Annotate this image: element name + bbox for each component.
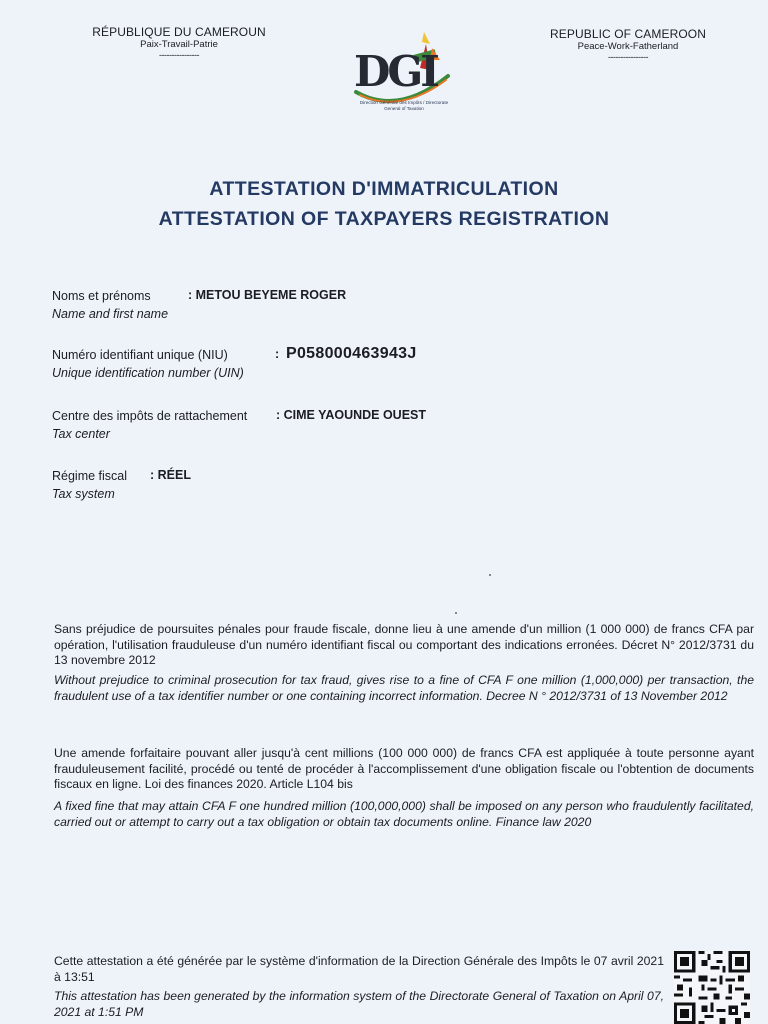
field-value-tax-system: : RÉEL (150, 468, 191, 482)
separator-dashes: ---------------- (159, 50, 199, 60)
legal-paragraph-1-en: Without prejudice to criminal prosecution for tax fraud, gives rise to a fine of CFA F one million (1,000,000) per transaction, the fraudulent use of a tax identifier number or one containing incorrect information. Decree N ° 2012/3731 of 13 November 2012 (54, 673, 754, 703)
country-name-fr: RÉPUBLIQUE DU CAMEROUN (92, 25, 266, 39)
header-left (84, 25, 274, 59)
dgi-logo (350, 30, 454, 120)
field-label-fr: Régime fiscal (52, 469, 128, 483)
footer-statement-fr: Cette attestation a été générée par le système d'information de la Direction Générale des Impôts le 07 avril 2021 à 13:51 (54, 954, 664, 984)
field-value-tax-center: : CIME YAOUNDE OUEST (276, 408, 427, 422)
legal-paragraph-1-fr: Sans préjudice de poursuites pénales pour fraude fiscale, donne lieu à une amende d'un million (1 000 000) de francs CFA par opération, l'utilisation frauduleuse d'un numéro identifiant fiscal ou comportant des indications erronées. Décret N° 2012/3731 du 13 novembre 2012 (54, 622, 754, 667)
field-label-en: Name and first name (52, 307, 169, 321)
field-value-niu: P058000463943J (286, 345, 417, 362)
field-name (52, 288, 168, 322)
motto-en: Peace-Work-Fatherland (577, 41, 679, 52)
field-label-fr: Numéro identifiant unique (NIU) (52, 348, 228, 362)
legal-paragraph-2-fr: Une amende forfaitaire pouvant aller jusqu'à cent millions (100 000 000) de francs CFA est appliquée à toute personne ayant frauduleusement facilité, procédé ou tenté de procéder à l'accomplissement d'une obligation fiscale ou l'obtention de documents fiscaux en ligne. Loi des finances 2020. Article L104 bis (54, 746, 754, 791)
legal-paragraph-2-en: A fixed fine that may attain CFA F one hundred million (100,000,000) shall be imposed on any person who fraudulently facilitated, carried out or attempt to carry out a tax obligation or obtain tax documents online. Finance law 2020 (54, 799, 754, 829)
logo-text: DGI (354, 47, 437, 96)
separator-dashes: ---------------- (608, 52, 648, 62)
field-niu (52, 347, 244, 381)
field-tax-system (52, 468, 127, 502)
qr-code-icon (674, 951, 750, 1024)
field-label-fr: Centre des impôts de rattachement (52, 409, 248, 423)
field-value-name: : METOU BEYEME ROGER (188, 288, 347, 302)
scan-speck (489, 574, 491, 576)
motto-fr: Paix-Travail-Patrie (140, 39, 218, 50)
logo-subtitle: Direction Générale des Impôts / Directorate General of Taxation (359, 100, 449, 111)
footer-statement-en: This attestation has been generated by the information system of the Directorate General of Taxation on April 07, 2021 at 1:51 PM (54, 989, 664, 1019)
header-right (530, 27, 726, 61)
field-label-en: Tax center (52, 427, 110, 441)
scan-speck (455, 612, 457, 614)
field-label-en: Unique identification number (UIN) (52, 366, 244, 380)
country-name-en: REPUBLIC OF CAMEROON (549, 27, 707, 41)
field-colon: : (275, 347, 280, 361)
document-title-en: ATTESTATION OF TAXPAYERS REGISTRATION (158, 208, 610, 230)
field-tax-center (52, 408, 247, 442)
field-label-en: Tax system (52, 487, 115, 501)
document-title-fr: ATTESTATION D'IMMATRICULATION (209, 178, 559, 200)
field-label-fr: Noms et prénoms (52, 289, 151, 303)
